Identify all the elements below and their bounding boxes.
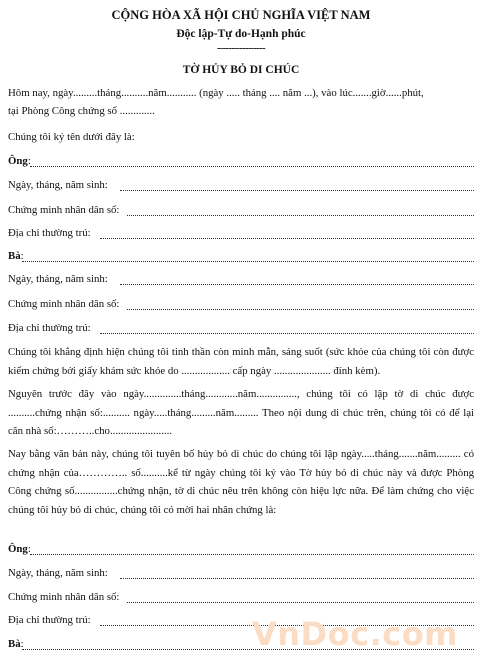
- witness1-dob-label: Ngày, tháng, năm sinh:: [8, 567, 108, 579]
- document-title: TỜ HỦY BỎ DI CHÚC: [182, 64, 300, 76]
- person2-dob-field[interactable]: [120, 283, 474, 285]
- watermark-logo: VnDoc.com: [252, 615, 459, 653]
- prior-will-paragraph: Nguyên trước đây vào ngày..............tháng............năm..............., chúng tôi có lập tờ di chúc được ..........chứng nhận số:.......... ngày.....tháng.........năm......... Theo nội dung di chúc trên, chúng tôi có để lại căn nhà số:………..cho.......................: [8, 388, 474, 437]
- field-label: Bà: [8, 638, 21, 650]
- person2-id-label: Chứng minh nhân dân số:: [8, 298, 120, 310]
- person1-id-label: Chứng minh nhân dân số:: [8, 204, 120, 216]
- person2-name-row: Bà:: [8, 250, 24, 262]
- person1-name-row: Ông:: [8, 155, 31, 167]
- person2-id-field[interactable]: [127, 308, 474, 310]
- field-label: Ông: [8, 543, 28, 555]
- person1-address-label: Địa chỉ thường trú:: [8, 227, 91, 239]
- person1-address-field[interactable]: [100, 237, 474, 239]
- field-label: Bà: [8, 250, 21, 262]
- person1-id-field[interactable]: [127, 214, 474, 216]
- person1-name-field[interactable]: [30, 165, 474, 167]
- witness1-name-row: Ông:: [8, 543, 31, 555]
- cancellation-paragraph: Nay bằng văn bản này, chúng tôi tuyên bố hủy bỏ di chúc do chúng tôi lập ngày.....tháng.......năm......... có chứng nhận của………….. số..........kể từ ngày chúng tôi ký vào Tờ hủy bỏ di chúc này và được Phòng Công chứng số................chứng nhận, tờ di chúc nêu trên không còn hiệu lực nữa. Để làm chứng cho việc chúng tôi hủy bỏ di chúc, chúng tôi có mời hai nhân chứng là:: [8, 448, 474, 516]
- motto: Độc lập-Tự do-Hạnh phúc: [176, 28, 306, 40]
- witness1-dob-field[interactable]: [120, 577, 474, 579]
- intro-line-2: tại Phòng Công chứng số .............: [8, 105, 155, 117]
- witness1-id-field[interactable]: [127, 601, 474, 603]
- witness1-name-field[interactable]: [30, 553, 474, 555]
- signers-label: Chúng tôi ký tên dưới đây là:: [8, 131, 135, 143]
- person2-address-field[interactable]: [100, 332, 474, 334]
- person2-name-field[interactable]: [22, 260, 474, 262]
- witness2-name-row: Bà:: [8, 638, 24, 650]
- person2-dob-label: Ngày, tháng, năm sinh:: [8, 273, 108, 285]
- header-divider: -----------------: [216, 43, 266, 54]
- person2-address-label: Địa chỉ thường trú:: [8, 322, 91, 334]
- country-heading: CỘNG HÒA XÃ HỘI CHỦ NGHĨA VIỆT NAM: [111, 8, 371, 22]
- health-paragraph: Chúng tôi khẳng định hiện chúng tôi tinh thần còn minh mẫn, sáng suốt (sức khỏe của chúng tôi còn được kiểm chứng bởi giấy khám sức khỏe do .................. cấp ngày ..................... đính kèm).: [8, 346, 474, 377]
- witness1-address-label: Địa chỉ thường trú:: [8, 614, 91, 626]
- person1-dob-field[interactable]: [120, 189, 474, 191]
- field-label: Ông: [8, 155, 28, 167]
- person1-dob-label: Ngày, tháng, năm sinh:: [8, 179, 108, 191]
- witness1-id-label: Chứng minh nhân dân số:: [8, 591, 120, 603]
- intro-line-1: Hôm nay, ngày.........tháng..........năm........... (ngày ..... tháng .... năm ...), vào lúc.......giờ......phút,: [8, 87, 424, 99]
